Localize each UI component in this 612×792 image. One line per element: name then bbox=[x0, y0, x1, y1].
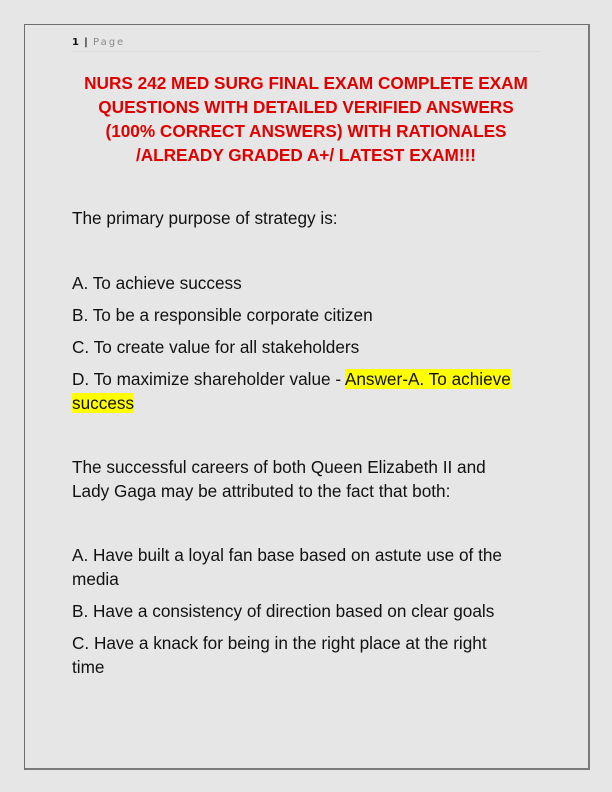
prompt-line: The successful careers of both Queen Elizabeth II and bbox=[72, 457, 486, 477]
option-line: A. Have built a loyal fan base based on astute use of the bbox=[72, 545, 502, 565]
option-line: C. Have a knack for being in the right place at the right bbox=[72, 633, 487, 653]
question-2-option-a bbox=[72, 543, 542, 591]
prompt-line: Lady Gaga may be attributed to the fact that both: bbox=[72, 481, 451, 501]
question-2-option-c bbox=[72, 631, 542, 679]
title-line: NURS 242 MED SURG FINAL EXAM COMPLETE EXAM bbox=[84, 73, 528, 93]
question-1-option-a: A. To achieve success bbox=[72, 273, 242, 293]
answer-highlight: Answer-A. To achieve bbox=[344, 369, 511, 389]
page-header-separator: | bbox=[84, 37, 88, 48]
question-2-prompt bbox=[72, 455, 542, 503]
page-header-label: Page bbox=[93, 37, 126, 48]
question-2-option-b bbox=[72, 599, 542, 623]
page-header bbox=[72, 36, 540, 52]
document-title bbox=[60, 71, 552, 167]
option-line: time bbox=[72, 657, 105, 677]
page-number: 1 bbox=[72, 37, 79, 48]
option-line: B. Have a consistency of direction based on clear goals bbox=[72, 601, 495, 621]
option-d-text: D. To maximize shareholder value - bbox=[72, 369, 345, 389]
title-line: (100% CORRECT ANSWERS) WITH RATIONALES bbox=[105, 121, 507, 141]
title-line: QUESTIONS WITH DETAILED VERIFIED ANSWERS bbox=[98, 97, 514, 117]
answer-highlight-continued: success bbox=[72, 393, 135, 413]
question-1-prompt: The primary purpose of strategy is: bbox=[72, 208, 338, 228]
option-line: media bbox=[72, 569, 119, 589]
title-line: /ALREADY GRADED A+/ LATEST EXAM!!! bbox=[135, 145, 477, 165]
question-1-option-c: C. To create value for all stakeholders bbox=[72, 337, 360, 357]
question-1-option-d bbox=[72, 367, 542, 415]
question-1-option-b: B. To be a responsible corporate citizen bbox=[72, 305, 373, 325]
